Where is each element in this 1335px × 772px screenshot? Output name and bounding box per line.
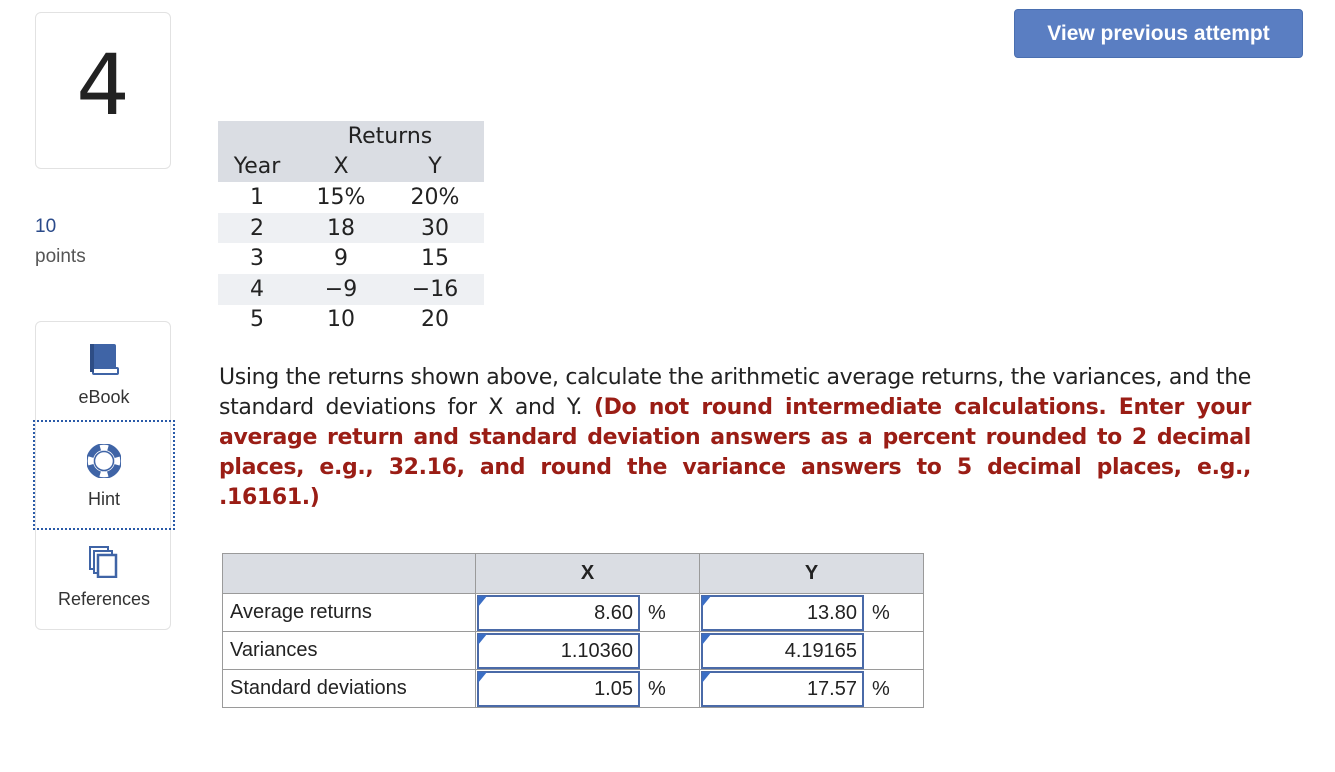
year-cell: 3: [250, 246, 264, 272]
answer-header-blank: [223, 554, 476, 594]
question-number-card: [35, 12, 171, 169]
table-row: [218, 213, 484, 244]
column-header-y: Y: [428, 154, 442, 180]
points-label: points: [35, 246, 86, 267]
percent-sign: %: [872, 602, 890, 624]
y-cell: 20%: [410, 184, 460, 210]
variance-x-input[interactable]: 1.10360: [477, 633, 640, 669]
table-row: [218, 274, 484, 305]
x-cell: 9: [334, 246, 348, 272]
book-icon: [87, 342, 121, 376]
year-cell: 4: [218, 274, 296, 305]
ebook-button[interactable]: [36, 342, 172, 428]
flag-icon: [478, 672, 487, 683]
points-value: 10: [35, 216, 57, 237]
year-cell: 5: [250, 307, 264, 333]
average-return-y-input[interactable]: 13.80: [701, 595, 864, 631]
flag-icon: [478, 634, 487, 645]
returns-table: [218, 121, 484, 335]
prompt-text: Using the returns shown above, calculate the arithmetic average returns, the variances, and the standard deviations for X and Y.: [219, 365, 1251, 420]
question-number: 4: [76, 36, 130, 134]
column-header-year: Year: [233, 154, 281, 180]
x-cell: −9: [296, 274, 386, 305]
flag-icon: [702, 634, 711, 645]
variance-y-input[interactable]: 4.19165: [701, 633, 864, 669]
std-dev-x-input[interactable]: 1.05: [477, 671, 640, 707]
row-label: Variances: [223, 632, 476, 670]
x-cell: 18: [296, 213, 386, 244]
x-cell: 10: [327, 307, 355, 333]
ebook-label: eBook: [78, 387, 130, 407]
table-header-blank: [218, 121, 296, 152]
row-label: Standard deviations: [223, 670, 476, 708]
hint-button[interactable]: [33, 420, 175, 530]
percent-sign: %: [872, 678, 890, 700]
y-cell: −16: [386, 274, 484, 305]
year-cell: 1: [250, 184, 264, 210]
prompt-instructions: (Do not round intermediate calculations. Enter your average return and standard deviation answers as a percent rounded to 2 decimal places, e.g., 32.16, and round the variance answers to 5 decimal places, e.g., .16161.): [219, 395, 1251, 510]
answer-header-x: X: [476, 554, 700, 594]
view-previous-attempt-button[interactable]: View previous attempt: [1014, 9, 1303, 58]
hint-label: Hint: [87, 489, 120, 509]
year-cell: 2: [218, 213, 296, 244]
row-label: Average returns: [223, 594, 476, 632]
answer-row-average-returns: [223, 594, 924, 632]
x-cell: 15%: [316, 184, 366, 210]
std-dev-y-input[interactable]: 17.57: [701, 671, 864, 707]
column-header-x: X: [333, 154, 349, 180]
answer-header-y: Y: [700, 554, 924, 594]
percent-sign: %: [648, 602, 666, 624]
flag-icon: [702, 672, 711, 683]
table-row: [218, 305, 484, 336]
references-icon: [87, 544, 121, 578]
answer-table: [222, 553, 924, 708]
y-cell: 30: [386, 213, 484, 244]
percent-sign: %: [648, 678, 666, 700]
y-cell: 20: [421, 307, 449, 333]
y-cell: 15: [421, 246, 449, 272]
answer-row-standard-deviations: [223, 670, 924, 708]
references-button[interactable]: [36, 544, 172, 624]
flag-icon: [702, 596, 711, 607]
question-prompt: [219, 363, 1251, 513]
table-row: [218, 243, 484, 274]
table-row: [218, 182, 484, 213]
tools-panel: [35, 321, 171, 630]
average-return-x-input[interactable]: 8.60: [477, 595, 640, 631]
returns-group-header: Returns: [347, 123, 433, 149]
flag-icon: [478, 596, 487, 607]
references-label: References: [57, 589, 151, 609]
answer-row-variances: [223, 632, 924, 670]
lifebuoy-icon: [87, 444, 121, 478]
